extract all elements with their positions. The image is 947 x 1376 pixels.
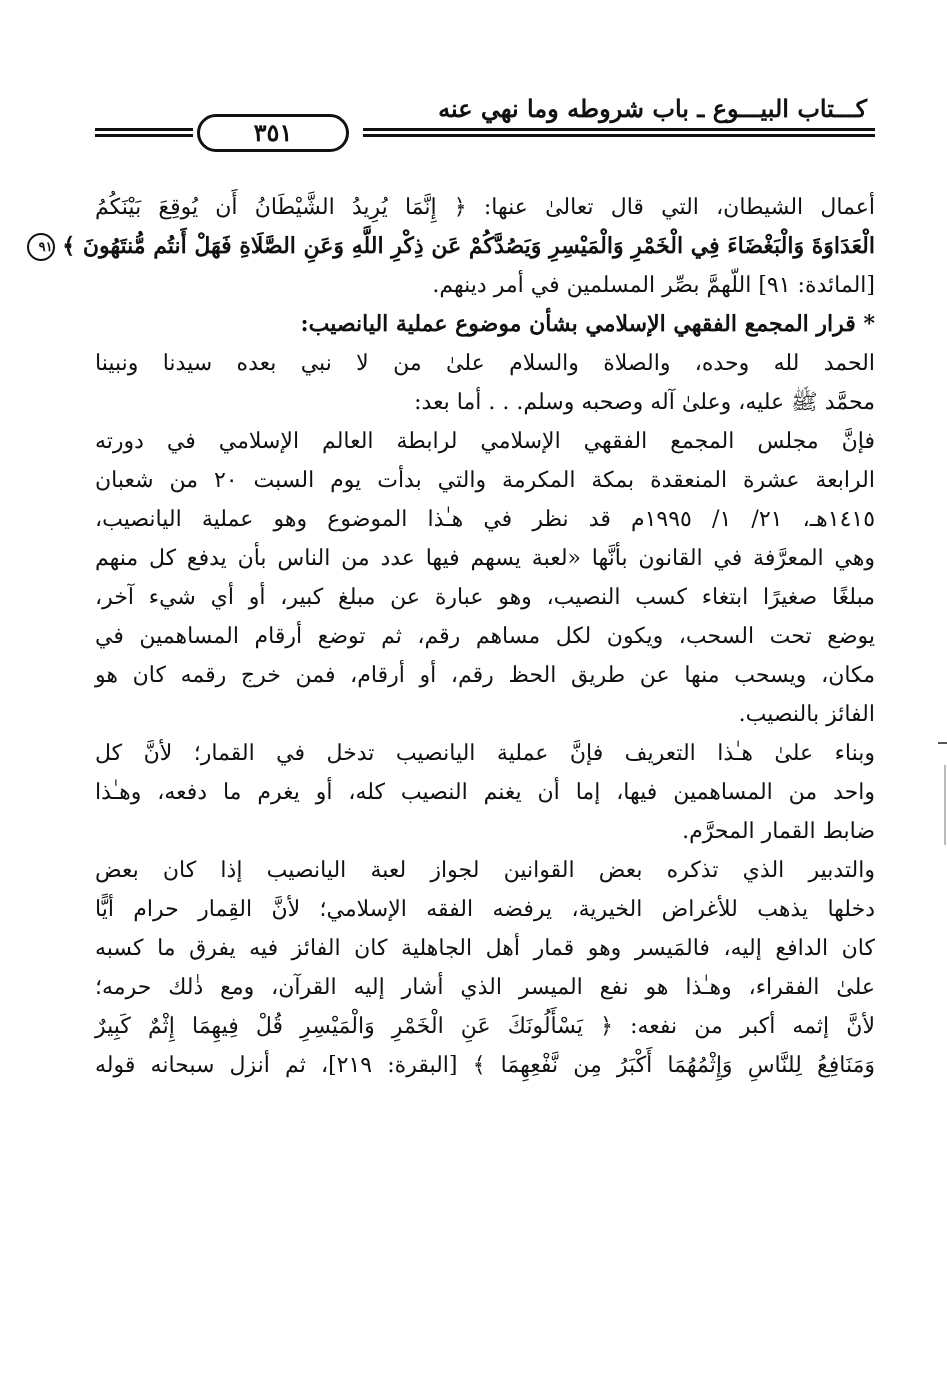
text-line: ضابط القمار المحرَّم. bbox=[682, 819, 875, 844]
text-line: الرابعة عشرة المنعقدة بمكة المكرمة والتي بدأت يوم السبت ٢٠ من شعبان bbox=[95, 468, 875, 493]
text-line: كان الدافع إليه، فالمَيسر وهو قمار أهل الجاهلية كان الفائز فيه يفرق ما كسبه bbox=[95, 936, 875, 961]
header-rule-left bbox=[95, 128, 193, 142]
text-line: مكان، ويسحب منها عن طريق الحظ رقم، أو أرقام، فمن خرج رقمه كان هو bbox=[95, 663, 875, 688]
text-line: محمَّد ﷺ عليه، وعلىٰ آله وصحبه وسلم. . . أما بعد: bbox=[414, 390, 875, 415]
text-line: [المائدة: ٩١] اللّهمَّ بصِّر المسلمين في أمر دينهم. bbox=[432, 273, 875, 298]
text-line: فإنَّ مجلس المجمع الفقهي الإسلامي لرابطة العالم الإسلامي في دورته bbox=[95, 429, 875, 454]
text-line: علىٰ الفقراء، وهـٰذا هو نفع الميسر الذي أشار إليه القرآن، ومع ذٰلك حرمه؛ bbox=[95, 975, 875, 1000]
page-body bbox=[38, 188, 876, 1085]
quran-text: الْعَدَاوَةَ وَالْبَغْضَاءَ فِي الْخَمْرِ وَالْمَيْسِرِ وَيَصُدَّكُمْ عَن ذِكْرِ اللَّهِ وَعَنِ الصَّلَاةِ فَهَلْ أَنتُم مُّنتَهُونَ ﴾ bbox=[62, 233, 875, 259]
text-line: مبلغًا صغيرًا ابتغاء كسب النصيب، وهو عبارة عن مبلغ كبير، أو أي شيء آخر، bbox=[95, 585, 875, 610]
page-number: ٣٥١ bbox=[197, 114, 349, 152]
text-line: ١٤١٥هـ، ٢١/ ١/ ١٩٩٥م قد نظر في هـٰذا الموضوع وهو عملية اليانصيب، bbox=[95, 507, 876, 532]
text-line: الفائز بالنصيب. bbox=[738, 702, 875, 727]
quran-line bbox=[38, 227, 875, 266]
text-line: وَمَنَافِعُ لِلنَّاسِ وَإِثْمُهُمَا أَكْبَرُ مِن نَّفْعِهِمَا ﴾ [البقرة: ٢١٩]، ثم أنزل سبحانه قوله bbox=[95, 1053, 875, 1078]
text-line: واحد من المساهمين فيها، إما أن يغنم النصيب كله، أو يغرم ما دفعه، وهـٰذا bbox=[95, 780, 875, 805]
text-line: والتدبير الذي تذكره بعض القوانين لجواز لعبة اليانصيب إذا كان بعض bbox=[95, 858, 875, 883]
page-header bbox=[95, 88, 875, 158]
text-line: أعمال الشيطان، التي قال تعالىٰ عنها: ﴿ إِنَّمَا يُرِيدُ الشَّيْطَانُ أَن يُوقِعَ بَيْنَكُمُ bbox=[95, 195, 875, 220]
running-title: كـــتاب البيـــوع ـ باب شروطه وما نهي عنه bbox=[438, 94, 867, 123]
margin-mark bbox=[938, 742, 947, 744]
text-line: دخلها يذهب للأغراض الخيرية، يرفضه الفقه الإسلامي؛ لأنَّ القِمار حرام أيًّا bbox=[95, 897, 875, 922]
text-line: الحمد لله وحده، والصلاة والسلام علىٰ من لا نبي بعده سيدنا ونبينا bbox=[95, 351, 875, 376]
ayah-number-marker: ٩١ bbox=[27, 233, 55, 261]
text-line: يوضع تحت السحب، ويكون لكل مساهم رقم، ثم توضع أرقام المساهمين في bbox=[95, 624, 875, 649]
text-line: وبناء علىٰ هـٰذا التعريف فإنَّ عملية اليانصيب تدخل في القمار؛ لأنَّ كل bbox=[95, 741, 875, 766]
text-line: لأنَّ إثمه أكبر من نفعه: ﴿ يَسْأَلُونَكَ عَنِ الْخَمْرِ وَالْمَيْسِرِ قُلْ فِيهِمَا إِثْمٌ كَبِيرٌ bbox=[95, 1014, 875, 1039]
margin-shadow bbox=[944, 765, 946, 845]
section-title: * قرار المجمع الفقهي الإسلامي بشأن موضوع عملية اليانصيب: bbox=[300, 311, 875, 337]
text-line: وهي المعرَّفة في القانون بأنَّها «لعبة يسهم فيها عدد من الناس بأن يدفع كل منهم bbox=[95, 546, 875, 571]
header-rule-right bbox=[363, 128, 875, 142]
